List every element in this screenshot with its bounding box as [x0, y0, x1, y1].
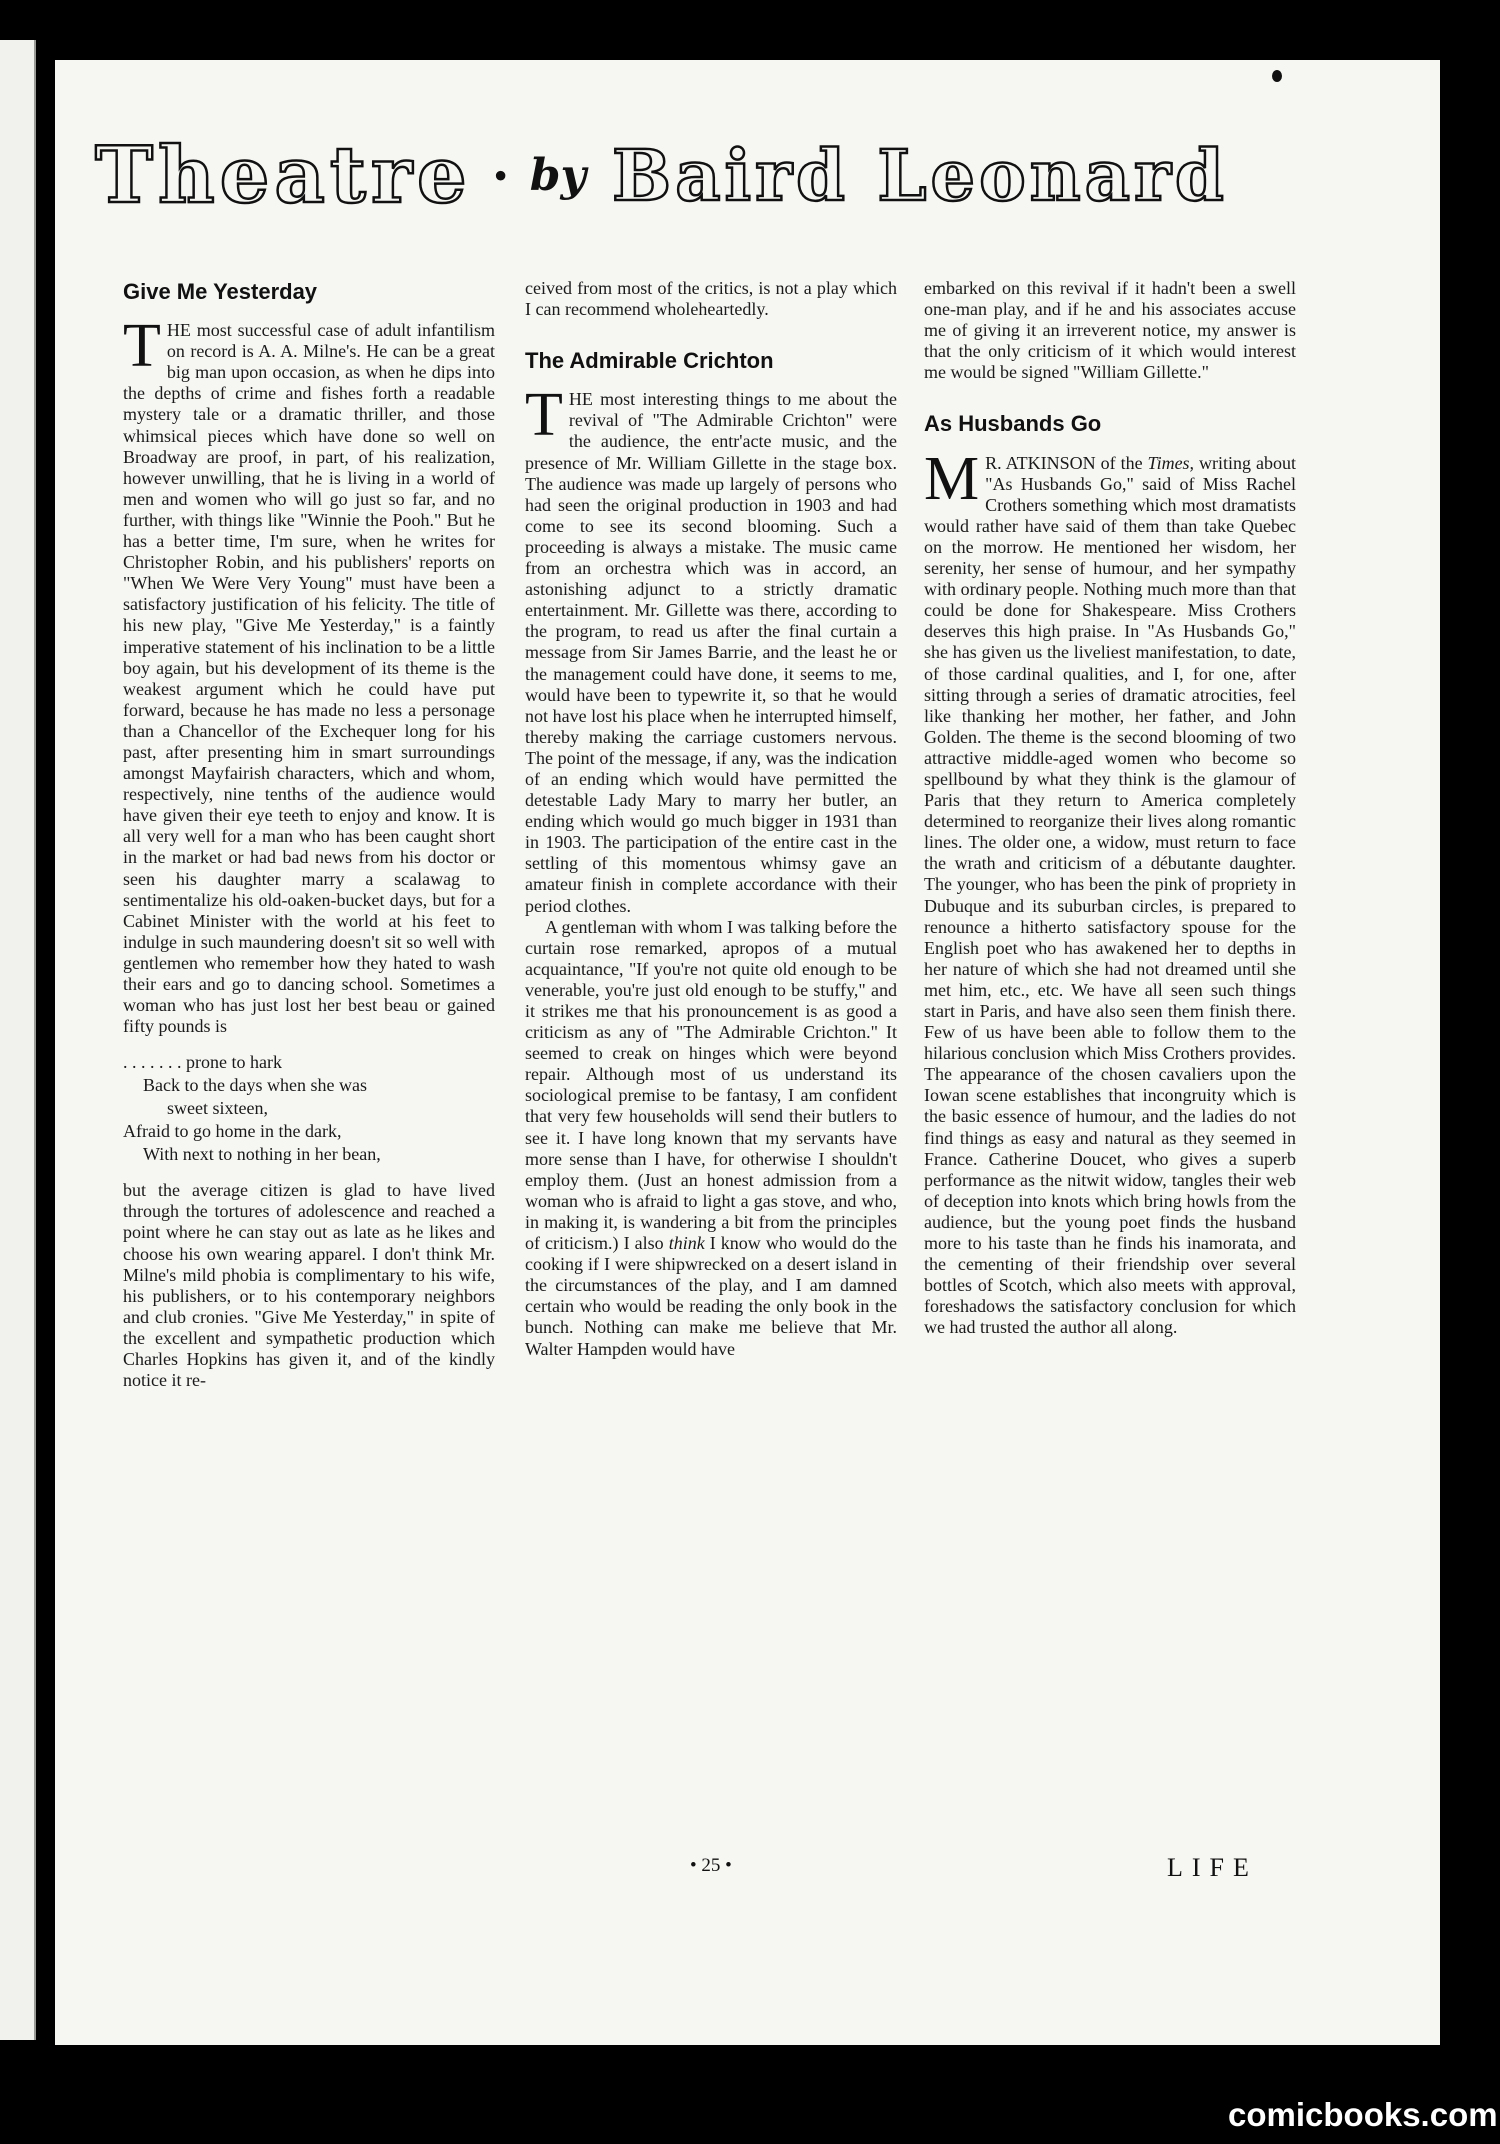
column-3	[924, 278, 1296, 1339]
poem-line: With next to nothing in her bean,	[143, 1144, 381, 1165]
italic-word: Times,	[1147, 452, 1195, 473]
poem-quote	[123, 1051, 495, 1166]
column-1	[123, 275, 495, 1391]
poem-line: . . . . . . . prone to hark	[123, 1052, 282, 1073]
column-2	[525, 278, 897, 1360]
section-heading-as-husbands-go: As Husbands Go	[924, 411, 1102, 437]
paragraph-lead: R. ATKINSON of the	[985, 452, 1143, 473]
drop-cap: T	[123, 312, 161, 381]
drop-cap: T	[525, 381, 563, 450]
article-paragraph	[525, 381, 897, 916]
title-byline: by	[529, 149, 587, 201]
paragraph-text: A gentleman with whom I was talking before the curtain rose remarked, apropos of a mutual acquaintance, "If you're not quite old enough to be venerable, you're just old enough to be stuffy," and it strikes me that his pronouncement is as good a criticism as any of "The Admirable Crichton." It seemed to creak on hinges which were beyond repair. Although most of us understand its sociological premise to be fantasy, I am confident that very few households will send their butlers to see it. I have long known that my servants have more sense than I have, for otherwise I shouldn't employ them. (Just an honest admission from a woman who is afraid to light a gas stove, and who, in making it, is wandering a bit from the principles of criticism.) I also	[525, 916, 897, 1254]
magazine-name: LIFE	[1167, 1853, 1258, 1882]
title-text: Theatre	[95, 129, 472, 221]
paragraph-text: HE most successful case of adult infantilism on record is A. A. Milne's. He can be a great big man upon occasion, as when he dips into the depths of crime and fishes forth a readable mystery tale or a dramatic thriller, and those whimsical pieces which have done so well on Broadway are proof, in part, of his realization, however unwilling, that he is living in a world of men and women who will go just so far, and no further, with things like "Winnie the Pooh." But he has a better time, I'm sure, when he writes for Christopher Robin, and his publishers' reports on "When We Were Very Young" must have been a satisfactory justification of his felicity. The title of his new play, "Give Me Yesterday," is a faintly imperative statement of his inclination to be a little boy again, but his development of its theme is the weakest argument which he could have put forward, because he has made no less a personage than a Chancellor of the Exchequer long for his past, after presenting him in smart surroundings amongst Mayfairish characters, which and whom, respectively, nine tenths of the audience would have given their eye teeth to enjoy and know. It is all very well for a man who has been caught short in the market or had bad news from his doctor or seen his daughter marry a scalawag to sentimentalize his old-oaken-bucket days, but for a Cabinet Minister with the world at his feet to indulge in such maundering doesn't sit so well with gentlemen who remember how they hated to wash their ears and go to dancing school. Sometimes a woman who has just lost her best beau or gained fifty pounds is	[123, 320, 495, 1037]
section-heading-give-me-yesterday: Give Me Yesterday	[123, 279, 318, 304]
italic-word: think	[668, 1233, 705, 1254]
article-paragraph	[924, 444, 1297, 1339]
drop-cap: M	[924, 444, 980, 513]
paragraph-text: writing about "As Husbands Go," said of Miss Rachel Crothers something which most dramatists would rather have said of them than take Quebec on the morrow. He mentioned her wisdom, her serenity, her sense of humour, and her sympathy with ordinary people. Nothing much more than that could be done for Shakespeare. Miss Crothers deserves this high praise. In "As Husbands Go," she has given us the liveliest manifestation, to date, of those cardinal qualities, and I, for one, after sitting through a series of dramatic atrocities, feel like thanking her mother, her father, and John Golden. The theme is the second blooming of two attractive middle-aged women who become so spellbound by what they think is the glamour of Paris that they return to America completely determined to reorganize their lives along romantic lines. The older one, a widow, must return to face the wrath and criticism of a débutante daughter. The younger, who has been the pink of propriety in Dubuque and its suburban circles, is prepared to renounce a hitherto satisfactory spouse for the English poet who has awakened her to depths in her nature of which she had not dreamed until she met him, etc., etc. We have all seen such things start in Paris, and have also seen them finish there. Few of us have been able to follow them to the hilarious conclusion which Miss Crothers provides. The appearance of the chosen cavaliers upon the Iowan scene establishes that incongruity which is the basic essence of humour, and the ladies do not find things as easy and natural as they seemed in France. Catherine Doucet, who gives a superb performance as the nitwit widow, tangles their web of deception into knots which bring howls from the audience, but the young poet finds the husband more to his taste than he finds his inamorata, and the cementing of their friendship over several bottles of Scotch, which also meets with approval, foreshadows the satisfactory conclusion for which we had trusted the author all along.	[924, 452, 1297, 1338]
poem-line: Afraid to go home in the dark,	[123, 1121, 342, 1142]
article-paragraph: embarked on this revival if it hadn't been a swell one-man play, and if he and his associates accuse me of giving it an irreverent notice, my answer is that the only criticism of it which would interest me would be signed "William Gillette."	[924, 278, 1296, 383]
article-paragraph	[525, 917, 897, 1360]
article-paragraph: ceived from most of the critics, is not a play which I can recommend wholeheartedly.	[525, 278, 897, 320]
paragraph-text: I know who would do the cooking if I were shipwrecked on a desert island in the circumstances of the play, and I am damned certain who would be reading the only book in the bunch. Nothing can make me believe that Mr. Walter Hampden would have	[525, 1233, 898, 1359]
paragraph-text: HE most interesting things to me about the revival of "The Admirable Crichton" were the audience, the entr'acte music, and the presence of Mr. William Gillette in the stage box. The audience was made up largely of persons who had seen the original production in 1903 and had come to see its second blooming. Such a proceeding is always a mistake. The music came from an orchestra which was in accord, an astonishing adjunct to a strictly dramatic entertainment. Mr. Gillette was there, according to the program, to read us after the final curtain a message from Sir James Barrie, and the least he or the management could have done, it seems to me, would have been to typewrite it, so that he would not have lost his place when he interrupted himself, thereby making the carriage customers nervous. The point of the message, if any, was the indication of an ending which would have permitted the detestable Lady Mary to marry her butler, an ending which would go much bigger in 1931 than in 1903. The participation of the entire cast in the settling of this momentous whimsy gave an amateur finish in complete accordance with their period clothes.	[525, 389, 897, 916]
article-paragraph	[123, 312, 495, 1037]
poem-line: sweet sixteen,	[167, 1098, 268, 1119]
watermark: comicbooks.com	[1228, 2096, 1498, 2133]
article-paragraph: but the average citizen is glad to have lived through the tortures of adolescence and reached a point where he can stay out as late as he likes and choose his own wearing apparel. I don't think Mr. Milne's mild phobia is complimentary to his wife, his publishers, or to his contemporary neighbors and club cronies. "Give Me Yesterday," in spite of the excellent and sympathetic production which Charles Hopkins has given it, and of the kindly notice it re-	[123, 1180, 495, 1391]
page-title	[95, 120, 1300, 230]
page-number: • 25 •	[690, 1855, 732, 1876]
section-heading-admirable-crichton: The Admirable Crichton	[525, 348, 774, 374]
author-name: Baird Leonard	[612, 133, 1228, 217]
page-dot-mark	[1272, 70, 1282, 82]
title-separator: •	[493, 152, 508, 198]
left-page-edge	[0, 40, 36, 2040]
poem-line: Back to the days when she was	[143, 1075, 367, 1096]
